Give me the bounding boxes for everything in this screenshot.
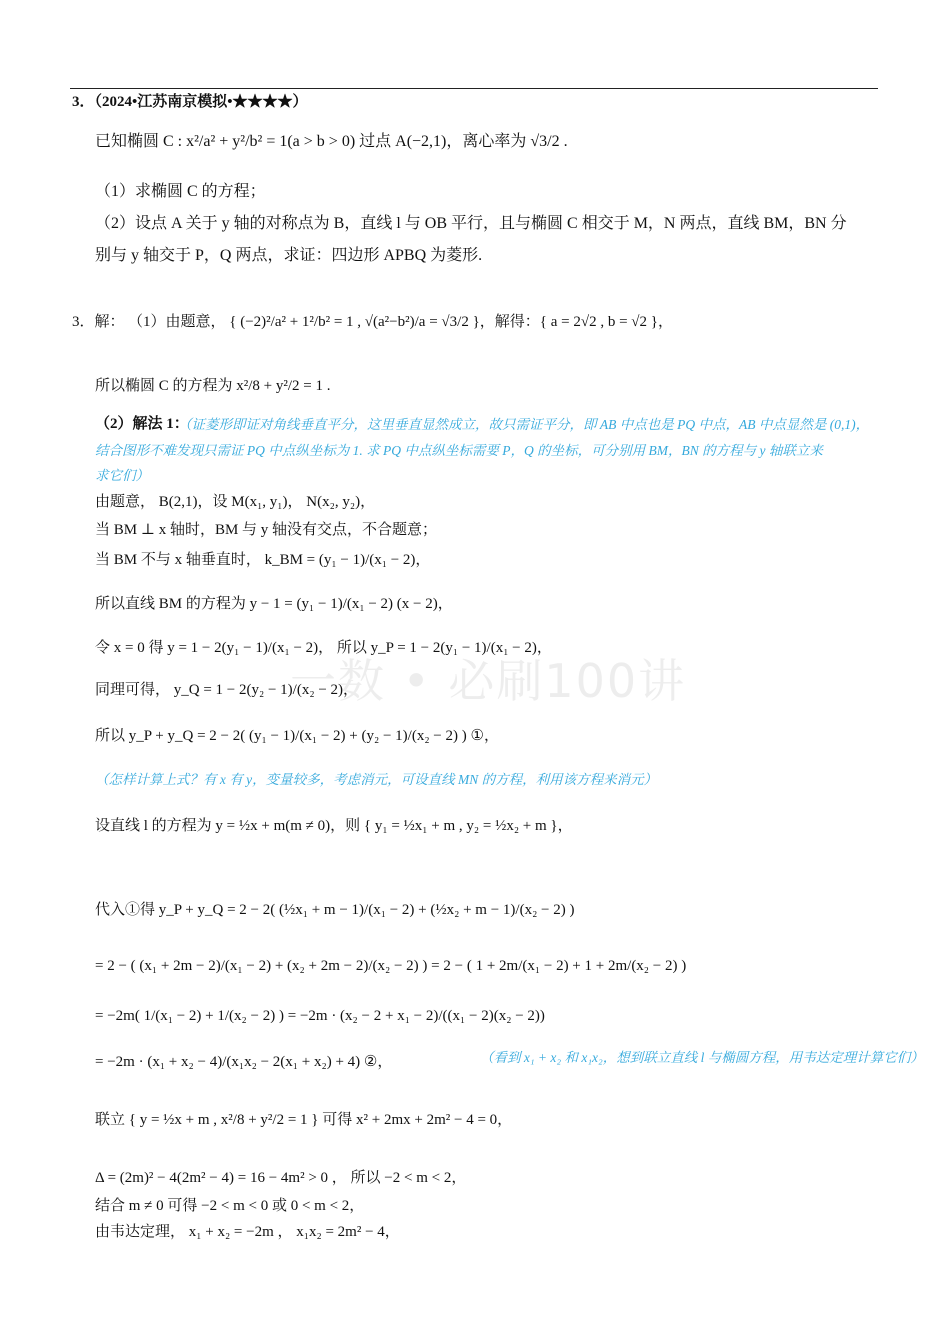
problem-part2-line1: （2）设点 A 关于 y 轴的对称点为 B，直线 l 与 OB 平行，且与椭圆 C 相交于 M，N 两点，直线 BM，BN 分 — [95, 215, 847, 232]
solution-line-16: 由韦达定理， x₁ + x₂ = −2m ， x₁x₂ = 2m² − 4， — [95, 1224, 400, 1240]
question-header: 3．（2024•江苏南京模拟•★★★★） — [72, 94, 308, 110]
solution-line-11: = −2m( 1/(x₁ − 2) + 1/(x₂ − 2) ) = −2m · (x₂ − 2 + x₁ − 2)/((x₁ − 2)(x₂ − 2)) — [95, 1008, 545, 1024]
method-label: （2）解法 1： — [95, 416, 189, 432]
solution-line-6: 同理可得， y_Q = 1 − 2(y₂ − 1)/(x₂ − 2)， — [95, 682, 359, 698]
solution-line-4: 所以直线 BM 的方程为 y − 1 = (y₁ − 1)/(x₁ − 2) (x − 2)， — [95, 596, 453, 612]
solution-step2: 所以椭圆 C 的方程为 x²/8 + y²/2 = 1 . — [95, 378, 331, 394]
solution-line-12: = −2m · (x₁ + x₂ − 4)/(x₁x₂ − 2(x₁ + x₂) + 4) ②， — [95, 1054, 393, 1070]
solution-line-3: 当 BM 不与 x 轴垂直时， k_BM = (y₁ − 1)/(x₁ − 2)， — [95, 552, 431, 568]
header-rule — [70, 88, 878, 89]
solution-label: 3．解： — [72, 314, 125, 330]
hint-2: （怎样计算上式？有 x 有 y，变量较多，考虑消元，可设直线 MN 的方程，利用该方程来消元） — [95, 772, 658, 787]
solution-line-15: 结合 m ≠ 0 可得 −2 < m < 0 或 0 < m < 2， — [95, 1198, 365, 1214]
hint-1c: 求它们） — [95, 468, 149, 483]
solution-line-1: 由题意， B(2,1)，设 M(x₁, y₁)， N(x₂, y₂)， — [95, 494, 376, 510]
solution-step1: （1）由题意， { (−2)²/a² + 1²/b² = 1 , √(a²−b²)/a = √3/2 }，解得：{ a = 2√2 , b = √2 }， — [128, 314, 673, 330]
solution-line-9: 代入①得 y_P + y_Q = 2 − 2( (½x₁ + m − 1)/(x₁ − 2) + (½x₂ + m − 1)/(x₂ − 2) ) — [95, 902, 575, 918]
hint-3: （看到 x₁ + x₂ 和 x₁x₂，想到联立直线 l 与椭圆方程，用韦达定理计算它们） — [480, 1050, 924, 1065]
solution-line-14: Δ = (2m)² − 4(2m² − 4) = 16 − 4m² > 0 ， 所以 −2 < m < 2， — [95, 1170, 467, 1186]
solution-line-2: 当 BM ⊥ x 轴时，BM 与 y 轴没有交点，不合题意； — [95, 522, 438, 538]
problem-part1: （1）求椭圆 C 的方程； — [95, 183, 266, 200]
problem-intro: 已知椭圆 C : x²/a² + y²/b² = 1(a > b > 0) 过点 A(−2,1)，离心率为 √3/2 . — [95, 133, 568, 150]
solution-line-10: = 2 − ( (x₁ + 2m − 2)/(x₁ − 2) + (x₂ + 2m − 2)/(x₂ − 2) ) = 2 − ( 1 + 2m/(x₁ − 2) + 1 + 2m/(x₂ − 2) ) — [95, 958, 687, 974]
problem-part2-line2: 别与 y 轴交于 P，Q 两点，求证：四边形 APBQ 为菱形. — [95, 247, 483, 264]
solution-line-7: 所以 y_P + y_Q = 2 − 2( (y₁ − 1)/(x₁ − 2) + (y₂ − 1)/(x₂ − 2) ) ①， — [95, 728, 499, 744]
solution-line-8: 设直线 l 的方程为 y = ½x + m(m ≠ 0)，则 { y₁ = ½x₁ + m , y₂ = ½x₂ + m }， — [95, 818, 573, 834]
solution-line-13: 联立 { y = ½x + m , x²/8 + y²/2 = 1 } 可得 x² + 2mx + 2m² − 4 = 0， — [95, 1112, 513, 1128]
solution-line-5: 令 x = 0 得 y = 1 − 2(y₁ − 1)/(x₁ − 2)， 所以 y_P = 1 − 2(y₁ − 1)/(x₁ − 2)， — [95, 640, 552, 656]
hint-1a: （证菱形即证对角线垂直平分，这里垂直显然成立，故只需证平分，即 AB 中点也是 PQ 中点，AB 中点显然是 (0,1)， — [178, 417, 870, 432]
hint-1b: 结合图形不难发现只需证 PQ 中点纵坐标为 1. 求 PQ 中点纵坐标需要 P，Q 的坐标，可分别用 BM，BN 的方程与 y 轴联立来 — [95, 443, 823, 458]
watermark: 一数 • 必刷100讲 — [290, 654, 687, 708]
